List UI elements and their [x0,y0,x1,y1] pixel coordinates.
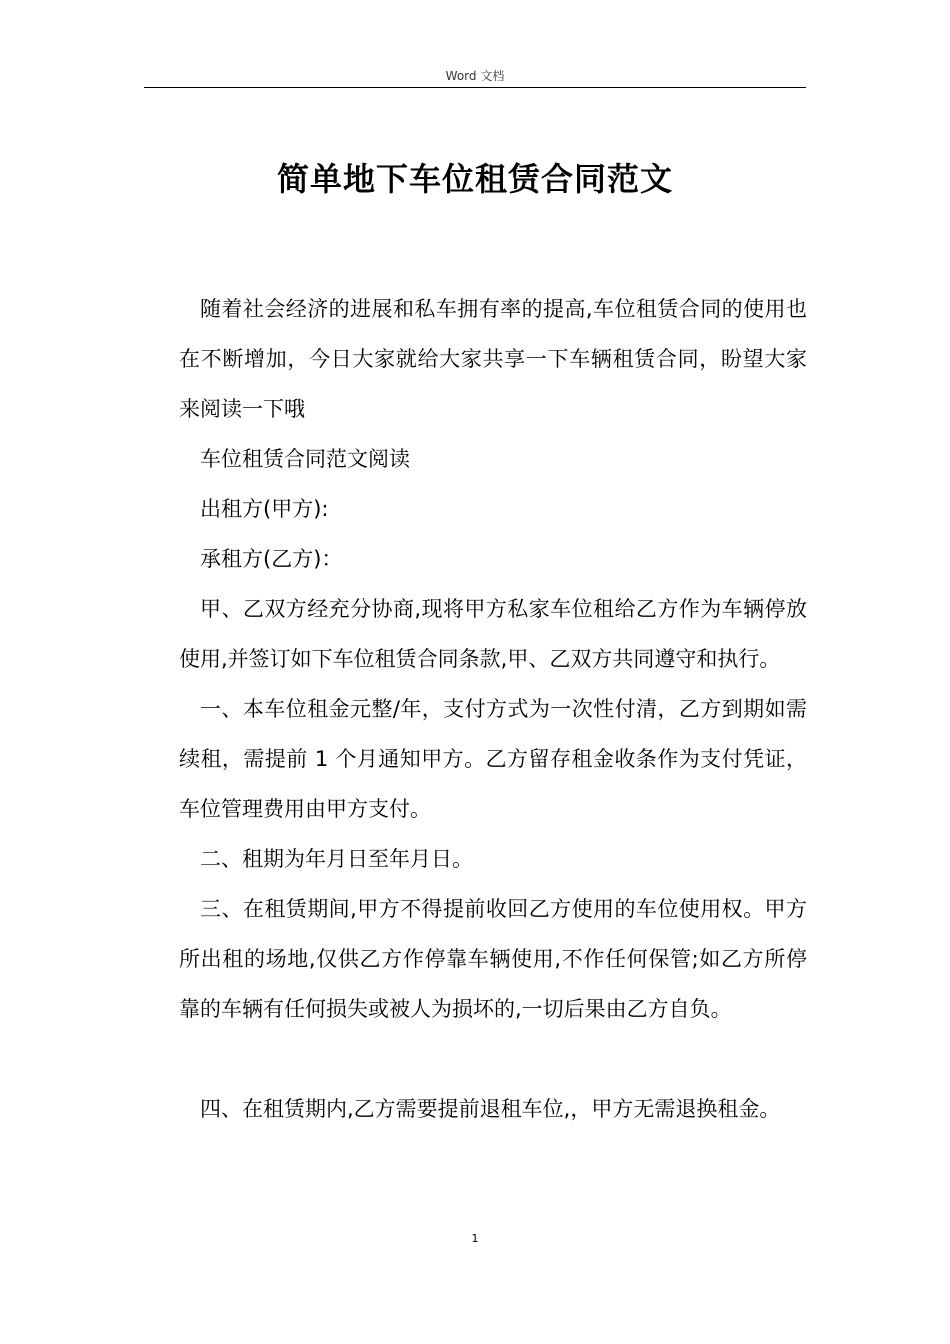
paragraph-lessor: 出租方(甲方): [200,497,329,521]
clause-2: 二、租期为年月日至年月日。 [200,847,473,871]
page-number: 1 [471,1232,479,1245]
clause-3: 三、在租赁期间,甲方不得提前收回乙方使用的车位使用权。甲方所出租的场地,仅供乙方作停靠车辆使用,不作任何保管;如乙方所停靠的车辆有任何损失或被人为损坏的,一切后果由乙方自负。 [179,897,807,1021]
paragraph-intro: 随着社会经济的进展和私车拥有率的提高,车位租赁合同的使用也在不断增加，今日大家就给大家共享一下车辆租赁合同，盼望大家来阅读一下哦 [179,297,807,421]
clause-1: 一、本车位租金元整/年，支付方式为一次性付清，乙方到期如需续租，需提前 1 个月通知甲方。乙方留存租金收条作为支付凭证，车位管理费用由甲方支付。 [179,697,807,821]
paragraph-lessee: 承租方(乙方)： [200,547,343,571]
document-title: 简单地下车位租赁合同范文 [276,160,673,198]
document-body [179,284,807,1134]
paragraph-subtitle: 车位租赁合同范文阅读 [200,447,410,471]
clause-4: 四、在租赁期内,乙方需要提前退租车位,，甲方无需退换租金。 [200,1097,781,1121]
paragraph-agreement: 甲、乙双方经充分协商,现将甲方私家车位租给乙方作为车辆停放使用,并签订如下车位租赁合同条款,甲、乙双方共同遵守和执行。 [179,597,807,671]
page-header-label: Word 文档 [445,69,505,83]
header-divider [144,87,806,88]
